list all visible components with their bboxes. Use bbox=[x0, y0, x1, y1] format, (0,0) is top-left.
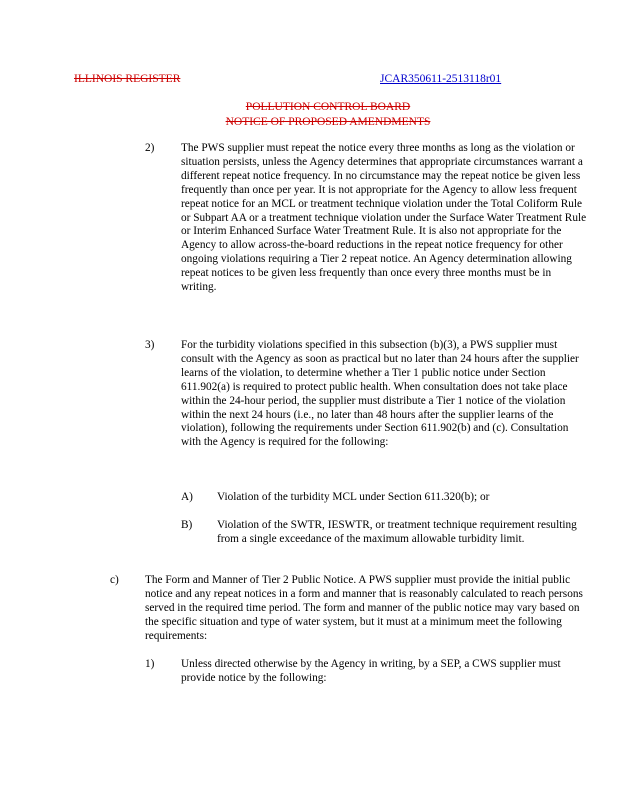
jcar-code: JCAR350611-2513118r01 bbox=[380, 73, 502, 85]
subitem-a-text: Violation of the turbidity MCL under Section 611.320(b); or bbox=[217, 491, 490, 503]
item-2-text: The PWS supplier must repeat the notice every three months as long as the violation or situation persists, unless the Agency determines that appropriate circumstances warrant a different repeat notice frequency. In no circumstance may the repeat notice be given less frequently than once per year. It is not appropriate for the Agency to allow less frequent repeat notice for an MCL or treatment technique violation under the Total Coliform Rule or Subpart AA or a treatment technique violation under the Surface Water Treatment Rule or Interim Enhanced Surface Water Treatment Rule. It is also not appropriate for the Agency to allow across-the-board reductions in the repeat notice frequency for other ongoing violations requiring a Tier 2 repeat notice. An Agency determination allowing repeat notices to be given less frequently than once every three months must be in writing. bbox=[181, 142, 587, 294]
subitem-b-number: B) bbox=[181, 519, 193, 531]
item-c1-number: 1) bbox=[145, 658, 155, 670]
subitem-b-text: Violation of the SWTR, IESWTR, or treatment technique requirement resulting from a single exceedance of the maximum allowable turbidity limit. bbox=[217, 519, 577, 545]
subitem-a-number: A) bbox=[181, 491, 193, 503]
item-2-number: 2) bbox=[145, 142, 155, 154]
board-title: POLLUTION CONTROL BOARD bbox=[245, 101, 411, 113]
item-c1-text: Unless directed otherwise by the Agency in writing, by a SEP, a CWS supplier must provide notice by the following: bbox=[181, 658, 561, 684]
item-3-number: 3) bbox=[145, 339, 155, 351]
notice-title: NOTICE OF PROPOSED AMENDMENTS bbox=[225, 116, 431, 128]
register-header: ILLINOIS REGISTER bbox=[74, 73, 181, 85]
section-c-text: The Form and Manner of Tier 2 Public Notice. A PWS supplier must provide the initial public notice and any repeat notices in a form and manner that is reasonably calculated to reach persons served in the required time period. The form and manner of the public notice may vary based on the specific situation and type of water system, but it must at a minimum meet the following requirements: bbox=[145, 574, 583, 642]
item-3-text: For the turbidity violations specified in this subsection (b)(3), a PWS supplier must consult with the Agency as soon as practical but no later than 24 hours after the supplier learns of the violation, to determine whether a Tier 1 public notice under Section 611.902(a) is required to protect public health. When consultation does not take place within the 24-hour period, the supplier must distribute a Tier 1 notice of the violation within the next 24 hours (i.e., no later than 48 hours after the supplier learns of the violation), following the requirements under Section 611.902(b) and (c). Consultation with the Agency is required for the following: bbox=[181, 339, 579, 449]
section-c-number: c) bbox=[110, 574, 119, 586]
